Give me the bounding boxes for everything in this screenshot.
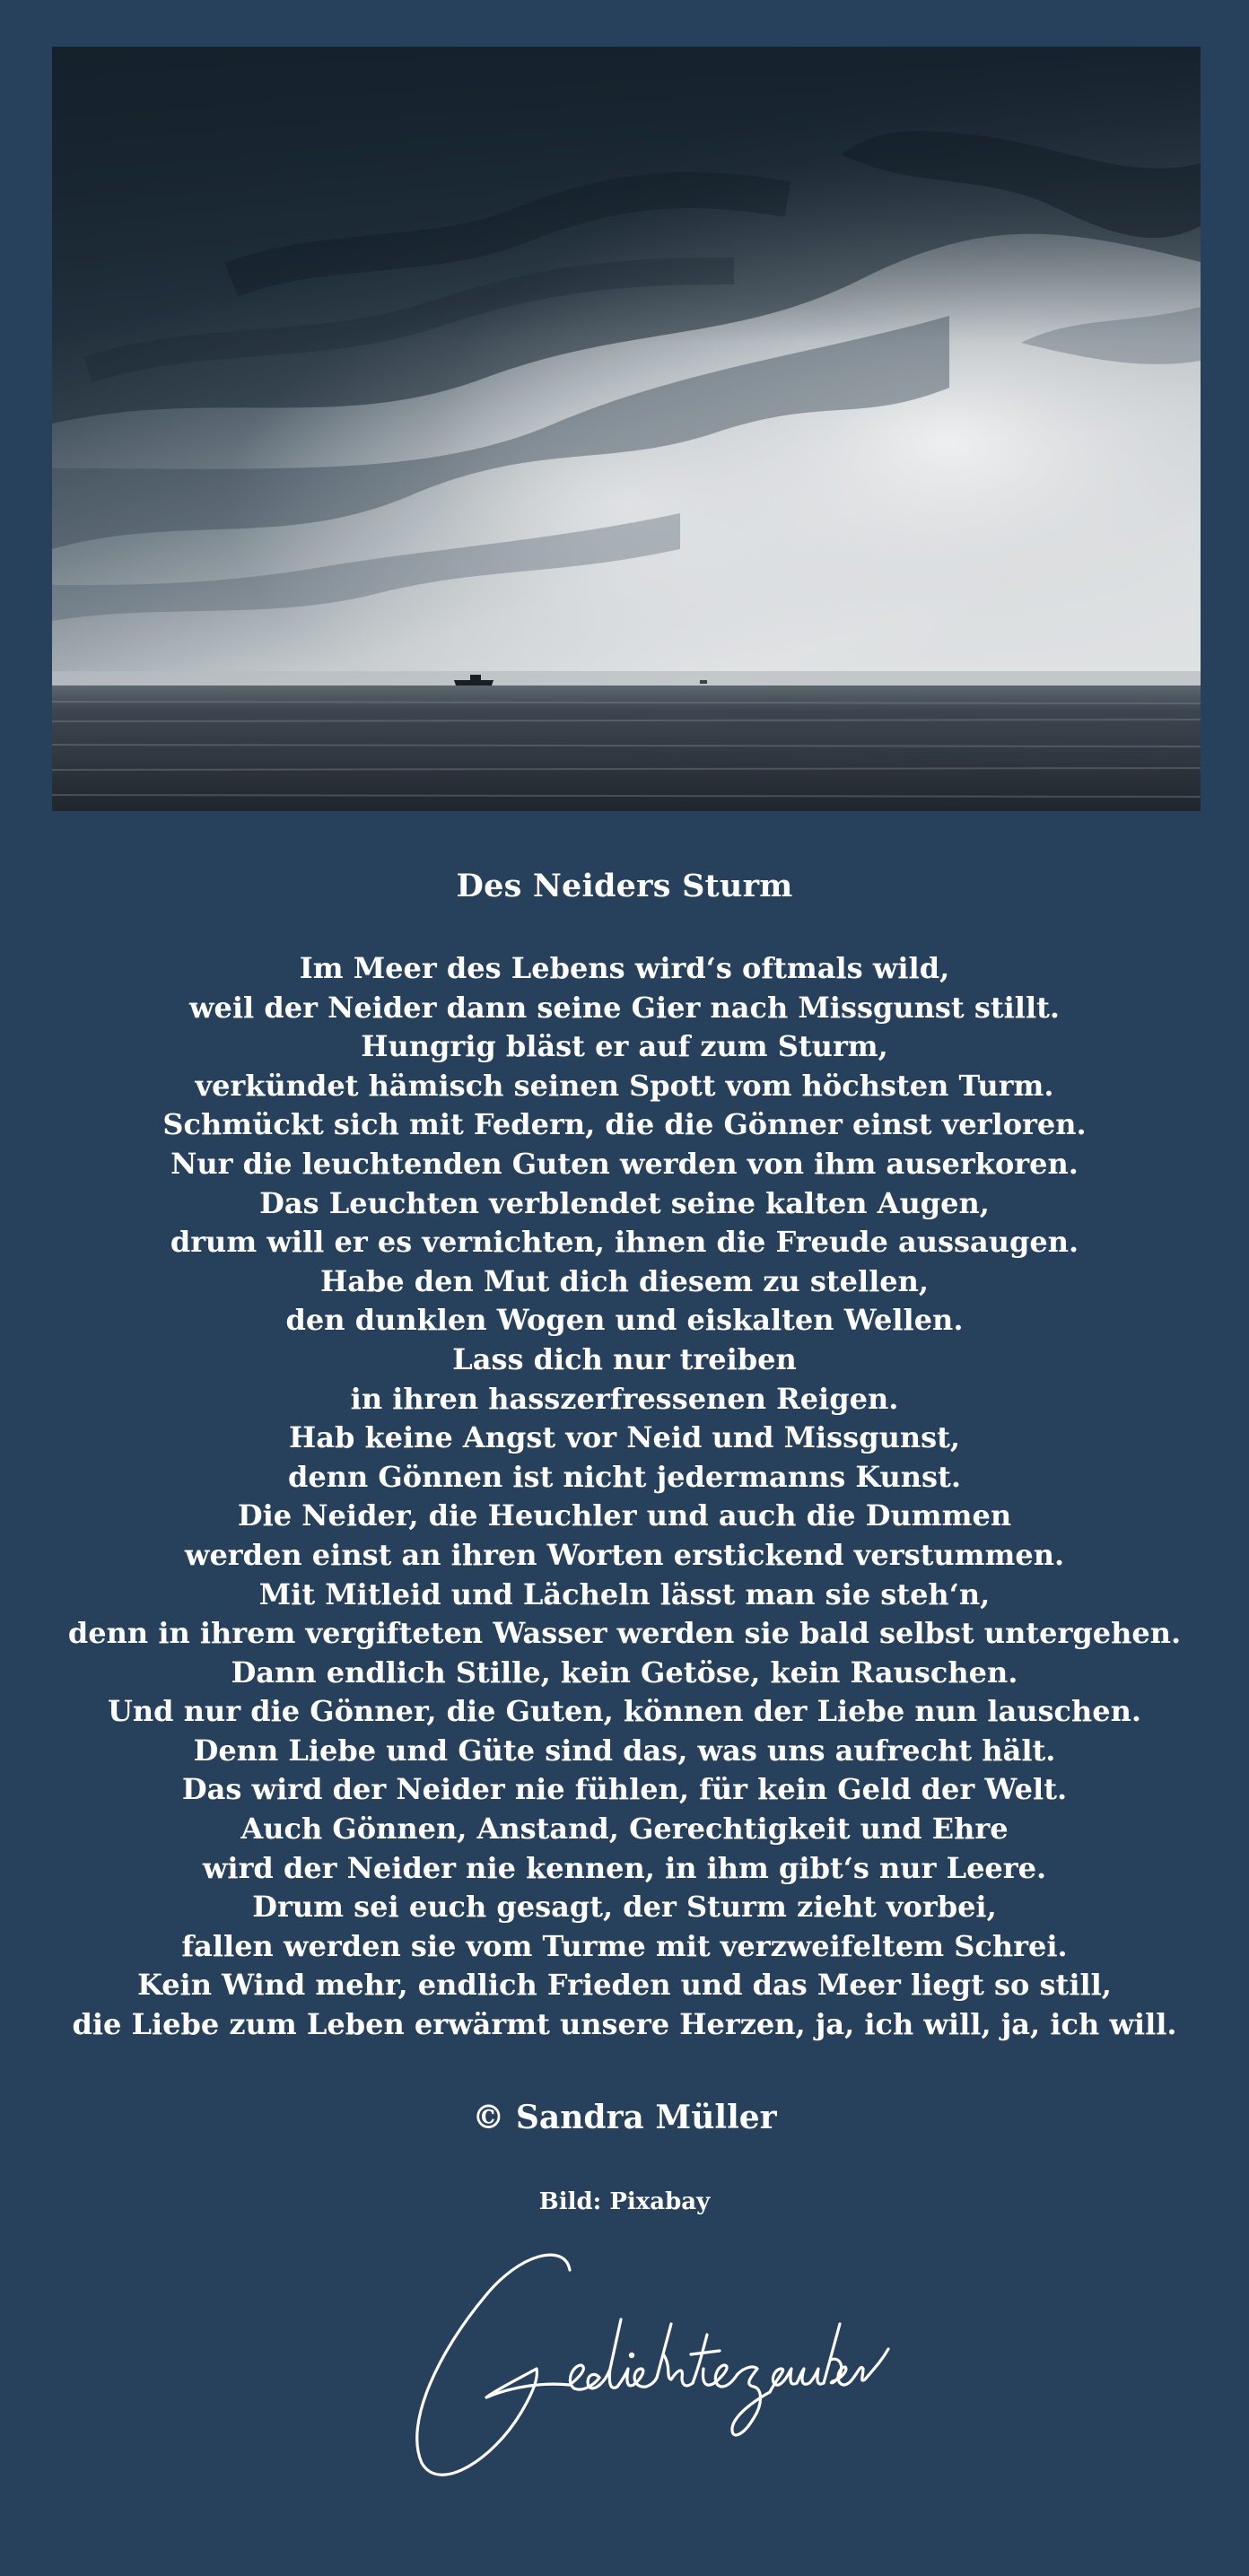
poem-line: Denn Liebe und Güte sind das, was uns aufrecht hält. — [193, 1733, 1056, 1768]
poem-line: wird der Neider nie kennen, in ihm gibt‘s nur Leere. — [202, 1850, 1047, 1885]
image-credit: Bild: Pixabay — [538, 2188, 711, 2215]
poem-line: die Liebe zum Leben erwärmt unsere Herzen, ja, ich will, ja, ich will. — [72, 2007, 1177, 2042]
poem-line: Habe den Mut dich diesem zu stellen, — [319, 1263, 930, 1298]
poem-line: Lass dich nur treiben — [452, 1341, 797, 1376]
poem-line: Hab keine Angst vor Neid und Missgunst, — [288, 1420, 961, 1455]
poem-line: Das wird der Neider nie fühlen, für kein Geld der Welt. — [181, 1772, 1068, 1807]
poem-line: drum will er es vernichten, ihnen die Freude aussaugen. — [170, 1225, 1079, 1260]
poem-line: Kein Wind mehr, endlich Frieden und das Meer liegt so still, — [137, 1968, 1112, 2003]
poem-line: den dunklen Wogen und eiskalten Wellen. — [285, 1303, 964, 1338]
copyright-notice: © Sandra Müller — [472, 2099, 777, 2136]
poem-title: Des Neiders Sturm — [456, 868, 793, 904]
poem-line: Auch Gönnen, Anstand, Gerechtigkeit und Ehre — [240, 1812, 1009, 1847]
poem-line: verkündet hämisch seinen Spott vom höchsten Turm. — [195, 1068, 1054, 1103]
poem-line: werden einst an ihren Worten erstickend verstummen. — [184, 1537, 1065, 1572]
poem-line: in ihren hasszerfressenen Reigen. — [350, 1381, 899, 1416]
poem-line: Die Neider, die Heuchler und auch die Dummen — [237, 1498, 1012, 1533]
poem-line: denn in ihrem vergifteten Wasser werden sie bald selbst untergehen. — [67, 1616, 1182, 1651]
poem-line: Das Leuchten verblendet seine kalten Augen, — [259, 1185, 990, 1220]
poem-line: Schmückt sich mit Federn, die die Gönner einst verloren. — [162, 1107, 1087, 1142]
poem-line: fallen werden sie vom Turme mit verzweifeltem Schrei. — [181, 1928, 1068, 1963]
poem-line: Hungrig bläst er auf zum Sturm, — [361, 1029, 888, 1064]
poem-line: Dann endlich Stille, kein Getöse, kein Rauschen. — [231, 1655, 1018, 1690]
poem-line: Im Meer des Lebens wird‘s oftmals wild, — [299, 951, 950, 985]
poem-line: weil der Neider dann seine Gier nach Missgunst stillt. — [188, 990, 1061, 1025]
poem-line: denn Gönnen ist nicht jedermanns Kunst. — [288, 1459, 961, 1494]
poem-line: Und nur die Gönner, die Guten, können der Liebe nun lauschen. — [108, 1694, 1141, 1729]
gedichtezauber-signature-logo — [386, 2234, 906, 2494]
poem-line: Drum sei euch gesagt, der Sturm zieht vorbei, — [252, 1890, 997, 1925]
poem-line: Mit Mitleid und Lächeln lässt man sie steh‘n, — [258, 1576, 991, 1611]
poem-line: Nur die leuchtenden Guten werden von ihm auserkoren. — [170, 1146, 1079, 1181]
poem-text — [36, 949, 1213, 2045]
stormy-sea-photo — [52, 47, 1201, 811]
